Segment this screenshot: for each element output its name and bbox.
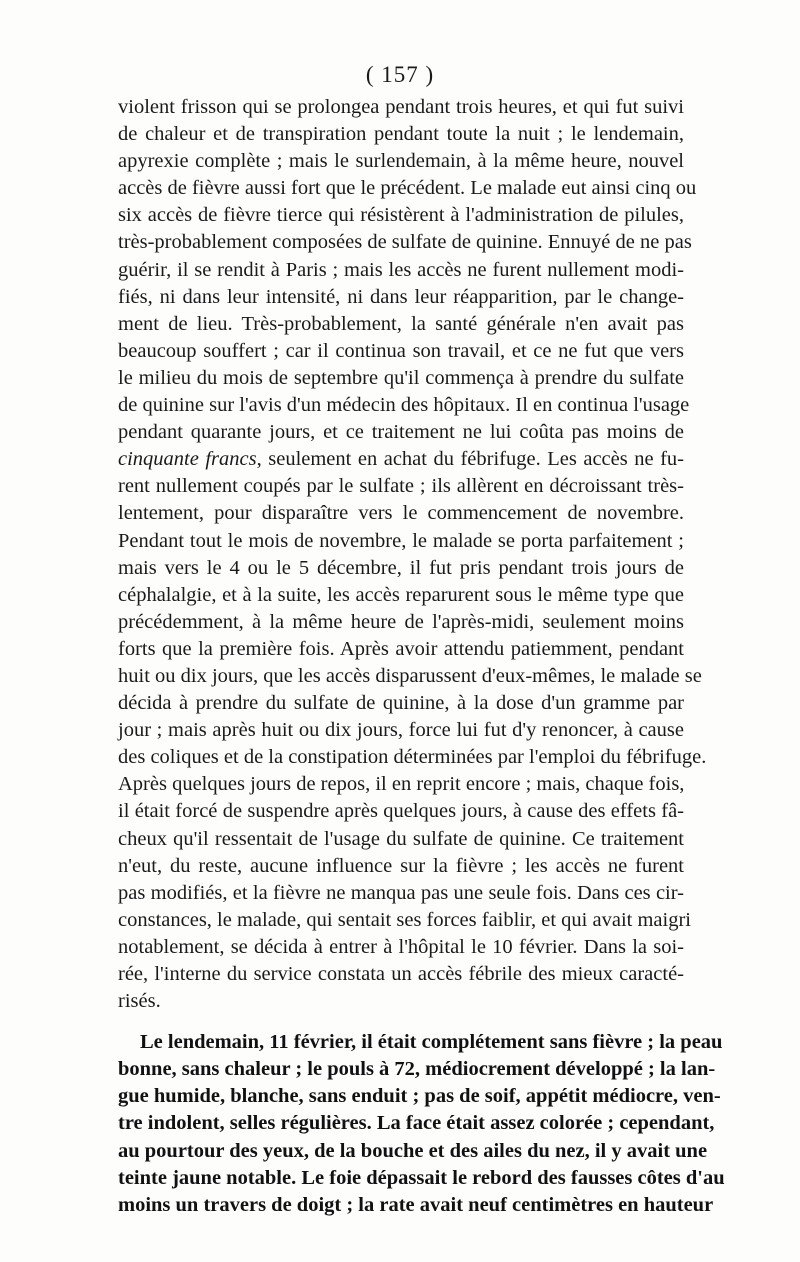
text-line: forts que la première fois. Après avoir attendu patiemment, pendant: [118, 637, 684, 660]
text-line: précédemment, à la même heure de l'après-midi, seulement moins: [118, 610, 684, 633]
text-line: gue humide, blanche, sans enduit ; pas de soif, appétit médiocre, ven-: [118, 1085, 721, 1108]
text-line: constances, le malade, qui sentait ses forces faiblir, et qui avait maigri: [118, 908, 691, 931]
text-line: Après quelques jours de repos, il en reprit encore ; mais, chaque fois,: [118, 773, 685, 796]
text-line: six accès de fièvre tierce qui résistèrent à l'administration de pilules,: [118, 204, 684, 227]
text-line: rent nullement coupés par le sulfate ; ils allèrent en décroissant très-: [118, 475, 684, 498]
text-line: lentement, pour disparaître vers le commencement de novembre.: [118, 502, 684, 525]
text-line: beaucoup souffert ; car il continua son travail, et ce ne fut que vers: [118, 339, 684, 362]
text-line: notablement, se décida à entrer à l'hôpital le 10 février. Dans la soi-: [118, 935, 684, 958]
text-line: apyrexie complète ; mais le surlendemain, à la même heure, nouvel: [118, 150, 684, 173]
text-line: mais vers le 4 ou le 5 décembre, il fut pris pendant trois jours de: [118, 556, 684, 579]
text-line: moins un travers de doigt ; la rate avait neuf centimètres en hauteur: [118, 1193, 714, 1216]
text-line: guérir, il se rendit à Paris ; mais les accès ne furent nullement modi-: [118, 258, 684, 281]
text-line: tre indolent, selles régulières. La face était assez colorée ; cependant,: [118, 1112, 715, 1135]
text-line: accès de fièvre aussi fort que le précédent. Le malade eut ainsi cinq ou: [118, 177, 697, 200]
paragraph-1: [118, 94, 707, 1015]
text-line: risés.: [118, 990, 161, 1013]
text-line: fiés, ni dans leur intensité, ni dans leur réapparition, par le change-: [118, 285, 684, 308]
text-line: pendant quarante jours, et ce traitement ne lui coûta pas moins de: [118, 421, 684, 444]
text-line: Le lendemain, 11 février, il était complétement sans fièvre ; la peau: [140, 1031, 723, 1054]
text-line: Pendant tout le mois de novembre, le malade se porta parfaitement ;: [118, 529, 684, 552]
page-number: ( 157 ): [365, 62, 435, 87]
paragraph-gap: [118, 1015, 684, 1029]
text-line: de quinine sur l'avis d'un médecin des hôpitaux. Il en continua l'usage: [118, 394, 690, 417]
text-line: il était forcé de suspendre après quelques jours, à cause des effets fâ-: [118, 800, 684, 823]
text-line: céphalalgie, et à la suite, les accès reparurent sous le même type que: [118, 583, 684, 606]
text-line: pas modifiés, et la fièvre ne manqua pas une seule fois. Dans ces cir-: [118, 881, 684, 904]
text-line: violent frisson qui se prolongea pendant trois heures, et qui fut suivi: [118, 96, 684, 118]
text-line: n'eut, du reste, aucune influence sur la fièvre ; les accès ne furent: [118, 854, 684, 877]
text-line: teinte jaune notable. Le foie dépassait le rebord des fausses côtes d'au: [118, 1166, 725, 1189]
text-line: de chaleur et de transpiration pendant toute la nuit ; le lendemain,: [118, 123, 684, 146]
paragraph-2: [118, 1029, 725, 1219]
text-line: jour ; mais après huit ou dix jours, force lui fut d'y renoncer, à cause: [118, 719, 684, 742]
text-line: au pourtour des yeux, de la bouche et des ailes du nez, il y avait une: [118, 1139, 708, 1162]
text-line: des coliques et de la constipation déterminées par l'emploi du fébrifuge.: [118, 746, 707, 769]
text-line: très-probablement composées de sulfate de quinine. Ennuyé de ne pas: [118, 231, 692, 254]
text-line: cheux qu'il ressentait de l'usage du sulfate de quinine. Ce traitement: [118, 827, 684, 850]
body-text: [118, 94, 725, 1219]
text-line: cinquante francs, seulement en achat du fébrifuge. Les accès ne fu-: [118, 448, 684, 471]
text-line: le milieu du mois de septembre qu'il commença à prendre du sulfate: [118, 366, 684, 389]
text-line: rée, l'interne du service constata un accès fébrile des mieux caracté-: [118, 963, 684, 985]
text-line: bonne, sans chaleur ; le pouls à 72, médiocrement développé ; la lan-: [118, 1058, 716, 1081]
text-line: ment de lieu. Très-probablement, la santé générale n'en avait pas: [118, 312, 684, 335]
italic-phrase: cinquante francs: [118, 448, 257, 471]
text-line: décida à prendre du sulfate de quinine, à la dose d'un gramme par: [118, 692, 684, 715]
text-line: huit ou dix jours, que les accès disparussent d'eux-mêmes, le malade se: [118, 664, 702, 687]
